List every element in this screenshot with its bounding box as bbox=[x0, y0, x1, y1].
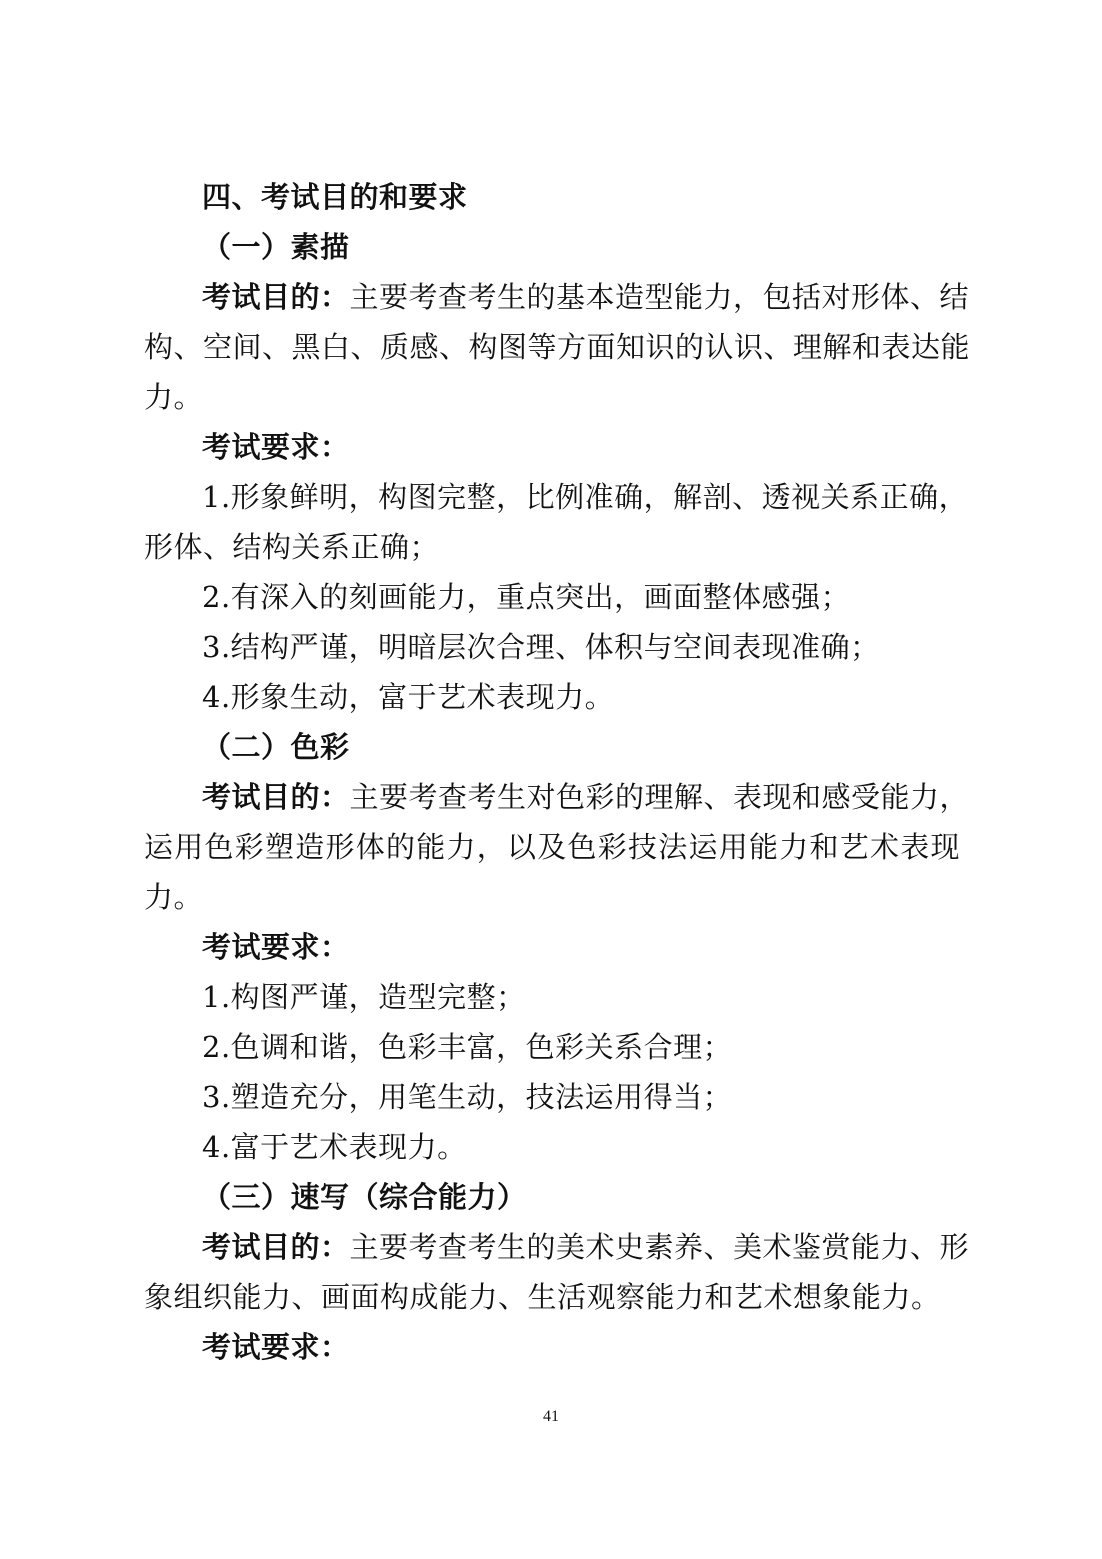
sketch-purpose-line: 力。 bbox=[144, 380, 204, 414]
requirement-item: 3.结构严谨，明暗层次合理、体积与空间表现准确； bbox=[202, 630, 880, 664]
color-purpose-line: 运用色彩塑造形体的能力，以及色彩技法运用能力和艺术表现 bbox=[144, 830, 960, 864]
purpose-text: 主要考查考生的美术史素养、美术鉴赏能力、形 bbox=[349, 1230, 970, 1264]
sketch-purpose-line bbox=[202, 272, 970, 322]
purpose-text: 主要考查考生的基本造型能力，包括对形体、结 bbox=[349, 280, 970, 314]
requirements-label: 考试要求： bbox=[202, 930, 350, 964]
requirements-label: 考试要求： bbox=[202, 1330, 350, 1364]
requirement-item: 形体、结构关系正确； bbox=[144, 530, 440, 564]
purpose-label: 考试目的： bbox=[202, 780, 350, 814]
requirement-item: 2.色调和谐，色彩丰富，色彩关系合理； bbox=[202, 1030, 733, 1064]
purpose-text: 主要考查考生对色彩的理解、表现和感受能力， bbox=[349, 780, 970, 814]
requirement-item: 3.塑造充分，用笔生动，技法运用得当； bbox=[202, 1080, 733, 1114]
requirement-item: 4.富于艺术表现力。 bbox=[202, 1130, 467, 1164]
purpose-label: 考试目的： bbox=[202, 280, 350, 314]
requirement-item: 4.形象生动，富于艺术表现力。 bbox=[202, 680, 615, 714]
requirement-item: 1.构图严谨，造型完整； bbox=[202, 980, 526, 1014]
section-title: 四、考试目的和要求 bbox=[202, 180, 468, 214]
quick-sketch-purpose-line: 象组织能力、画面构成能力、生活观察能力和艺术想象能力。 bbox=[144, 1280, 941, 1314]
quick-sketch-purpose-line bbox=[202, 1222, 970, 1272]
requirement-item: 2.有深入的刻画能力，重点突出，画面整体感强； bbox=[202, 580, 851, 614]
color-purpose-line: 力。 bbox=[144, 880, 204, 914]
purpose-label: 考试目的： bbox=[202, 1230, 350, 1264]
color-purpose-line bbox=[202, 772, 970, 822]
requirements-label: 考试要求： bbox=[202, 430, 350, 464]
subsection-heading-sketch: （一）素描 bbox=[202, 230, 350, 264]
subsection-heading-quick-sketch: （三）速写（综合能力） bbox=[202, 1180, 527, 1214]
sketch-purpose-line: 构、空间、黑白、质感、构图等方面知识的认识、理解和表达能 bbox=[144, 330, 971, 364]
page-number: 41 bbox=[543, 1408, 559, 1425]
subsection-heading-color: （二）色彩 bbox=[202, 730, 350, 764]
requirement-item: 1.形象鲜明，构图完整，比例准确，解剖、透视关系正确， bbox=[202, 480, 969, 514]
